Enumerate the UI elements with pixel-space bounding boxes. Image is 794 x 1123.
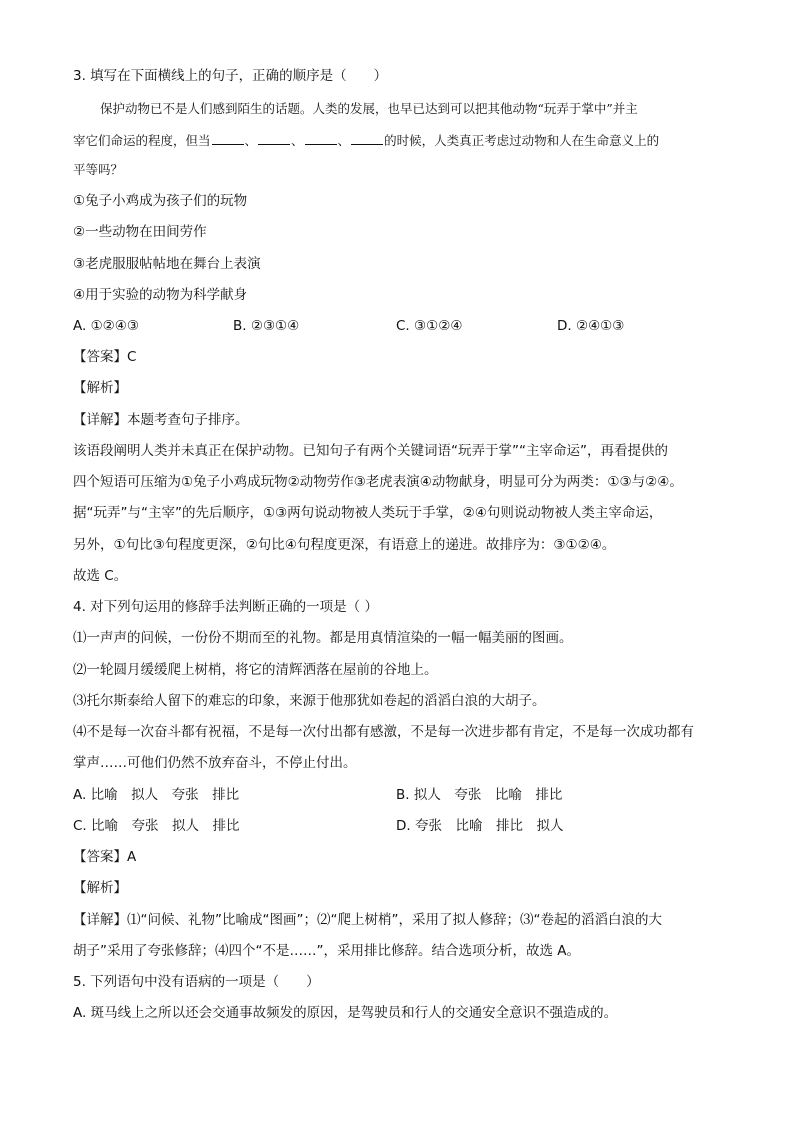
q3-passage-line2-suffix: 的时候，人类真正考虑过动物和人在生命意义上的 [384, 133, 660, 148]
q3-answer: 【答案】C [73, 349, 137, 365]
q3-option-a: A. ①②④③ [73, 318, 139, 334]
q3-option-d: D. ②④①③ [557, 318, 625, 334]
q3-passage-line2-prefix: 宰它们命运的程度，但当 [73, 133, 211, 148]
q4-stem: 4. 对下列句运用的修辞手法判断正确的一项是（ ） [73, 599, 378, 615]
q3-passage-line3: 平等吗？ [73, 162, 124, 177]
q3-blank-4 [351, 130, 383, 145]
q3-detail-5: 另外，①句比③句程度更深，②句比④句程度更深，有语意上的递进。故排序为：③①②④。 [73, 537, 616, 553]
q4-analysis-label: 【解析】 [73, 880, 127, 896]
q3-detail-6: 故选 C。 [73, 568, 128, 584]
q4-answer: 【答案】A [73, 849, 137, 865]
q3-option-b: B. ②③①④ [233, 318, 300, 334]
q4-option-a: A. 比喻 拟人 夸张 排比 [73, 787, 240, 803]
q3-blank-1 [212, 130, 244, 145]
q3-sep-3: 、 [337, 133, 351, 148]
q3-item-4: ④用于实验的动物为科学献身 [73, 287, 248, 303]
q4-item-1: ⑴一声声的问候，一份份不期而至的礼物。都是用真情渲染的一幅一幅美丽的图画。 [73, 630, 573, 646]
q3-item-2: ②一些动物在田间劳作 [73, 224, 207, 240]
q4-item-3: ⑶托尔斯泰给人留下的难忘的印象，来源于他那犹如卷起的滔滔白浪的大胡子。 [73, 693, 546, 709]
q5-option-a: A. 斑马线上之所以还会交通事故频发的原因，是驾驶员和行人的交通安全意识不强造成的。 [73, 1005, 618, 1021]
q4-option-d: D. 夸张 比喻 排比 拟人 [396, 818, 564, 834]
q4-item-2: ⑵一轮圆月缓缓爬上树梢，将它的清辉洒落在屋前的谷地上。 [73, 662, 438, 678]
q3-passage-line2 [73, 130, 659, 151]
q3-sep-2: 、 [291, 133, 304, 148]
q3-blank-3 [305, 130, 337, 145]
q3-detail-1: 【详解】本题考查句子排序。 [73, 412, 249, 428]
q4-item-4: ⑷不是每一次奋斗都有祝福，不是每一次付出都有感激，不是每一次进步都有肯定，不是每一次成功都有 [73, 724, 694, 740]
q4-item-4-cont: 掌声……可他们仍然不放弃奋斗，不停止付出。 [73, 755, 357, 771]
q3-stem: 3. 填写在下面横线上的句子，正确的顺序是（ ） [73, 68, 388, 84]
q4-option-b: B. 拟人 夸张 比喻 排比 [396, 787, 563, 803]
q3-sep-1: 、 [244, 133, 258, 148]
q3-detail-4: 据“玩弄”与“主宰”的先后顺序，①③两句说动物被人类玩于手掌，②④句则说动物被人类主宰命运， [73, 505, 663, 521]
q3-detail-3: 四个短语可压缩为①兔子小鸡成玩物②动物劳作③老虎表演④动物献身，明显可分为两类：①③与②④。 [73, 474, 683, 490]
q3-passage-line1: 保护动物已不是人们感到陌生的话题。人类的发展，也早已达到可以把其他动物“玩弄于掌中”并主 [100, 101, 638, 116]
q5-stem: 5. 下列语句中没有语病的一项是（ ） [73, 974, 320, 990]
q3-item-1: ①兔子小鸡成为孩子们的玩物 [73, 193, 248, 209]
q4-detail-1: 【详解】⑴“问候、礼物”比喻成“图画”；⑵“爬上树梢”，采用了拟人修辞；⑶“卷起的滔滔白浪的大 [73, 912, 662, 928]
q3-detail-2: 该语段阐明人类并未真正在保护动物。已知句子有两个关键词语“玩弄于掌”“主宰命运”，再看提供的 [73, 443, 668, 459]
q3-item-3: ③老虎服服帖帖地在舞台上表演 [73, 256, 261, 272]
q3-analysis-label: 【解析】 [73, 380, 127, 396]
q3-option-c: C. ③①②④ [396, 318, 463, 334]
q4-detail-2: 胡子”采用了夸张修辞；⑷四个“不是……”，采用排比修辞。结合选项分析，故选 A。 [73, 943, 581, 959]
q4-option-c: C. 比喻 夸张 拟人 排比 [73, 818, 240, 834]
q3-blank-2 [258, 130, 290, 145]
